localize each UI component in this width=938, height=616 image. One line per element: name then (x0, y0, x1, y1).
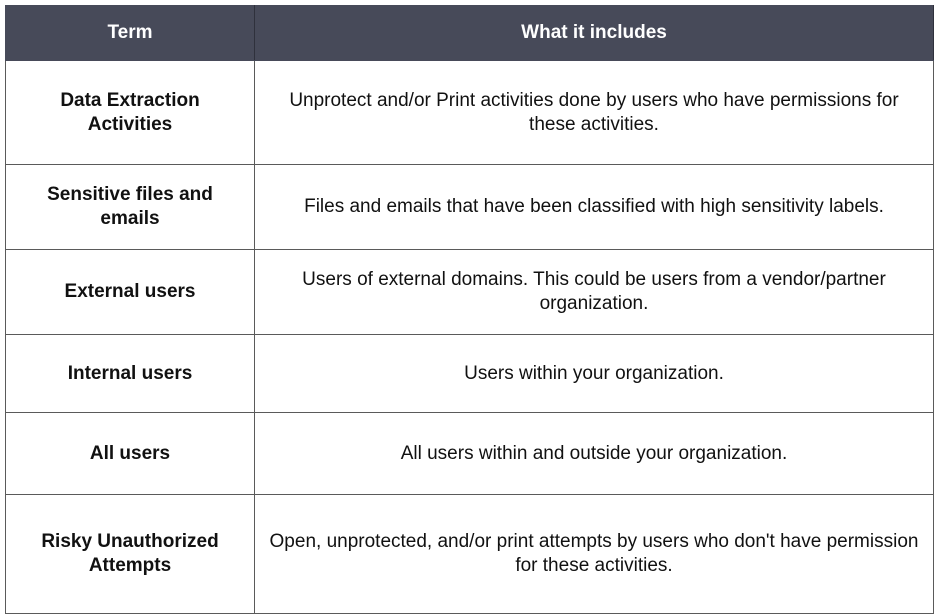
table-row (6, 250, 934, 335)
header-row (6, 6, 934, 61)
table-row (6, 165, 934, 250)
table-row (6, 61, 934, 165)
terms-table-container (5, 5, 933, 612)
description-cell: Open, unprotected, and/or print attempts by users who don't have permission for these activities. (255, 495, 934, 614)
table-row (6, 495, 934, 614)
description-cell: Users of external domains. This could be users from a vendor/partner organization. (255, 250, 934, 335)
description-cell: All users within and outside your organization. (255, 413, 934, 495)
term-cell: Sensitive files and emails (6, 165, 255, 250)
description-cell: Unprotect and/or Print activities done by users who have permissions for these activities. (255, 61, 934, 165)
term-cell: All users (6, 413, 255, 495)
table-header (6, 6, 934, 61)
table-row (6, 335, 934, 413)
term-cell: Data Extraction Activities (6, 61, 255, 165)
column-header-term: Term (6, 6, 255, 61)
term-cell: External users (6, 250, 255, 335)
term-cell: Internal users (6, 335, 255, 413)
terms-table (5, 5, 934, 614)
column-header-includes: What it includes (255, 6, 934, 61)
description-cell: Users within your organization. (255, 335, 934, 413)
table-body (6, 61, 934, 614)
description-cell: Files and emails that have been classified with high sensitivity labels. (255, 165, 934, 250)
term-cell: Risky Unauthorized Attempts (6, 495, 255, 614)
table-row (6, 413, 934, 495)
